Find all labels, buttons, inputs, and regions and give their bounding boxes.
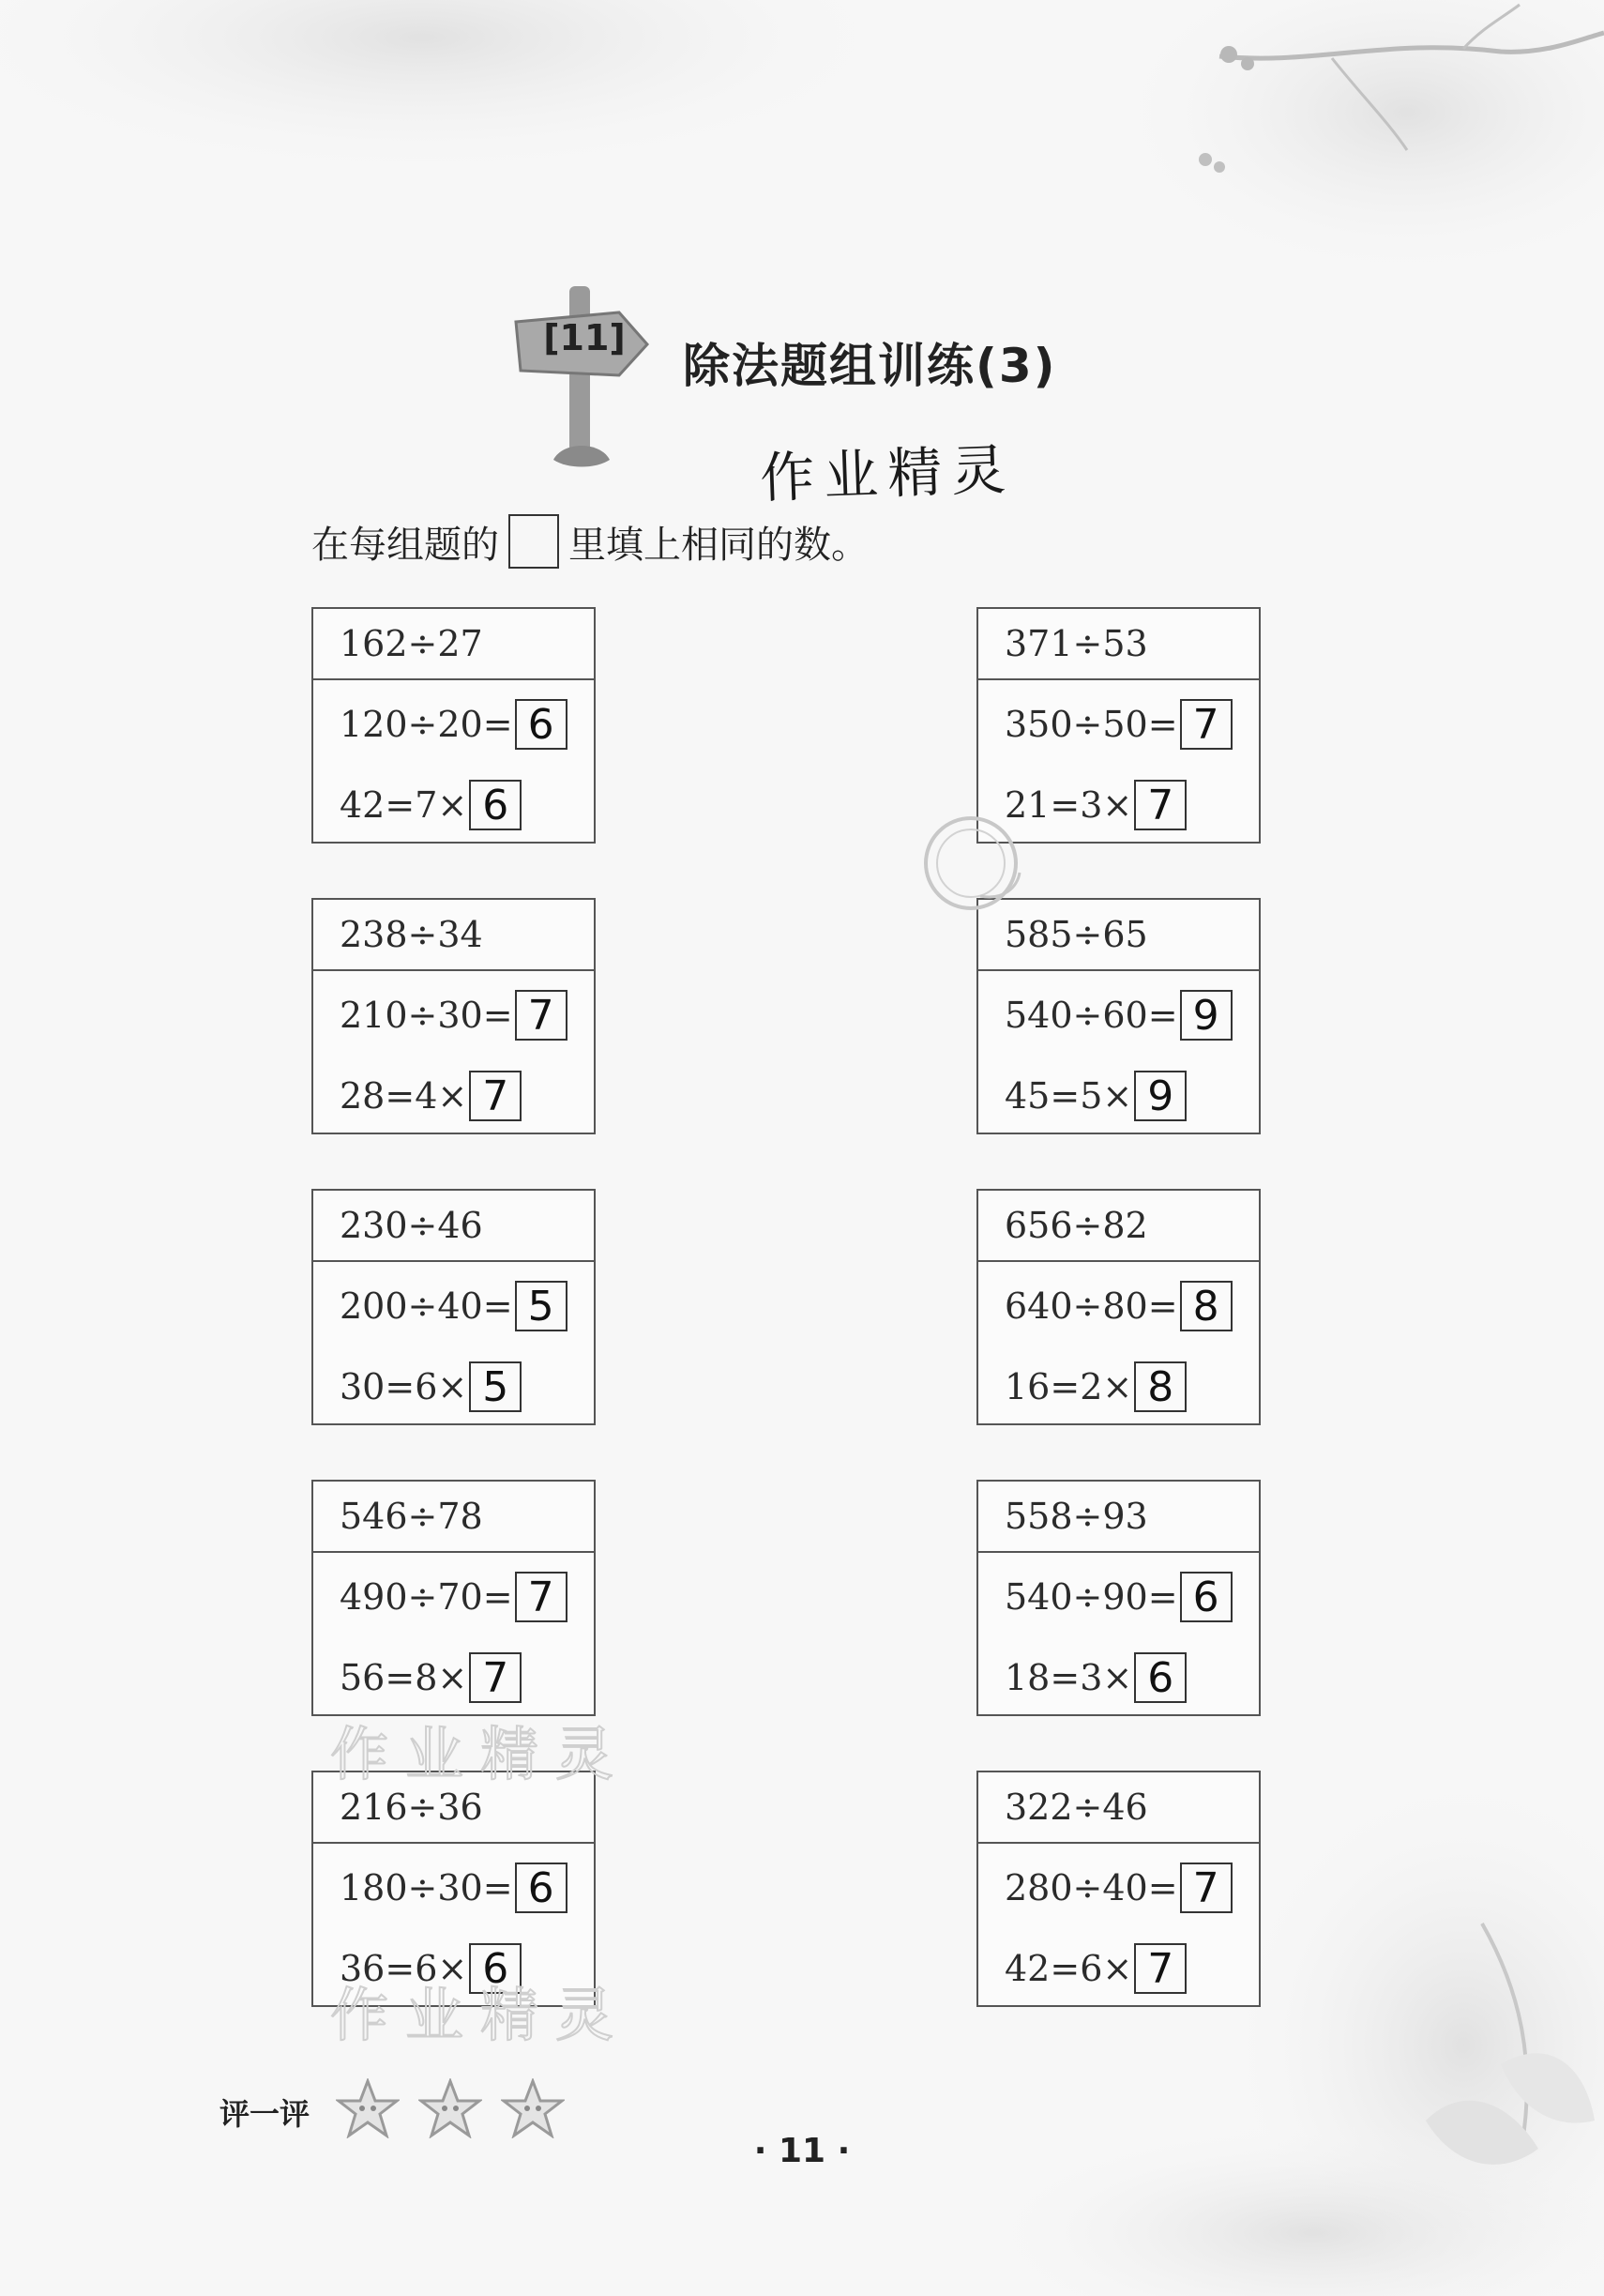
instruction-after: 里填上相同的数。 — [568, 523, 869, 567]
answer-box[interactable]: 8 — [1180, 1281, 1233, 1331]
page-title: 除法题组训练(3) — [683, 339, 1057, 393]
helper-equation: 540÷90= — [1005, 1576, 1178, 1618]
division-problem: 216÷36 — [340, 1787, 483, 1828]
watermark-text: 作业精灵 — [330, 1720, 631, 1788]
helper-equation: 180÷30= — [340, 1867, 513, 1908]
rating-stars — [336, 2078, 565, 2138]
answer-box[interactable]: 7 — [515, 990, 567, 1041]
watermark-text: 作业精灵 — [330, 1981, 631, 2049]
stamp-seal-icon — [915, 807, 1027, 920]
answer-box[interactable]: 9 — [1180, 990, 1233, 1041]
problem-group-8 — [976, 1480, 1261, 1716]
page-number: · 11 · — [753, 2132, 851, 2170]
answer-box[interactable]: 7 — [469, 1652, 522, 1703]
helper-equation: 56=8× — [340, 1657, 468, 1698]
division-problem: 546÷78 — [340, 1496, 483, 1537]
division-problem: 162÷27 — [340, 623, 483, 664]
helper-equation: 540÷60= — [1005, 995, 1178, 1036]
problem-group-4 — [976, 898, 1261, 1134]
answer-box[interactable]: 6 — [469, 780, 522, 830]
answer-box[interactable]: 7 — [1180, 1863, 1233, 1913]
helper-equation: 120÷20= — [340, 704, 513, 745]
problem-group-5 — [311, 1189, 596, 1425]
helper-equation: 210÷30= — [340, 995, 513, 1036]
answer-box[interactable]: 6 — [469, 1943, 522, 1994]
problem-group-1 — [311, 607, 596, 844]
helper-equation: 28=4× — [340, 1075, 468, 1117]
helper-equation: 200÷40= — [340, 1285, 513, 1327]
answer-box[interactable]: 6 — [515, 699, 567, 750]
answer-box[interactable]: 7 — [1134, 1943, 1187, 1994]
helper-equation: 21=3× — [1005, 784, 1133, 826]
signpost-icon — [511, 277, 652, 479]
answer-box[interactable]: 8 — [1134, 1361, 1187, 1412]
helper-equation: 490÷70= — [340, 1576, 513, 1618]
helper-equation: 42=6× — [1005, 1948, 1133, 1989]
answer-box[interactable]: 5 — [515, 1281, 567, 1331]
division-problem: 238÷34 — [340, 914, 483, 955]
answer-box[interactable]: 6 — [1134, 1652, 1187, 1703]
lesson-number: [11] — [543, 317, 626, 358]
answer-box[interactable]: 5 — [469, 1361, 522, 1412]
star-icon[interactable] — [336, 2078, 400, 2138]
answer-box[interactable]: 6 — [1180, 1572, 1233, 1622]
helper-equation: 36=6× — [340, 1948, 468, 1989]
blank-box-icon — [508, 514, 559, 569]
helper-equation: 18=3× — [1005, 1657, 1133, 1698]
division-problem: 322÷46 — [1005, 1787, 1148, 1828]
star-icon[interactable] — [418, 2078, 482, 2138]
answer-box[interactable]: 9 — [1134, 1071, 1187, 1121]
helper-equation: 280÷40= — [1005, 1867, 1178, 1908]
helper-equation: 640÷80= — [1005, 1285, 1178, 1327]
answer-box[interactable]: 7 — [515, 1572, 567, 1622]
answer-box[interactable]: 7 — [1134, 780, 1187, 830]
division-problem: 585÷65 — [1005, 914, 1148, 955]
rating-label: 评一评 — [219, 2096, 310, 2132]
division-problem: 371÷53 — [1005, 623, 1148, 664]
answer-box[interactable]: 7 — [469, 1071, 522, 1121]
helper-equation: 16=2× — [1005, 1366, 1133, 1407]
star-icon[interactable] — [501, 2078, 565, 2138]
division-problem: 558÷93 — [1005, 1496, 1148, 1537]
helper-equation: 30=6× — [340, 1366, 468, 1407]
answer-box[interactable]: 7 — [1180, 699, 1233, 750]
problem-group-7 — [311, 1480, 596, 1716]
handwritten-note: 作业精灵 — [759, 437, 1017, 510]
answer-box[interactable]: 6 — [515, 1863, 567, 1913]
instruction-before: 在每组题的 — [311, 523, 499, 567]
instruction-text — [311, 514, 869, 569]
problem-group-3 — [311, 898, 596, 1134]
helper-equation: 45=5× — [1005, 1075, 1133, 1117]
helper-equation: 350÷50= — [1005, 704, 1178, 745]
division-problem: 656÷82 — [1005, 1205, 1148, 1246]
division-problem: 230÷46 — [340, 1205, 483, 1246]
problem-group-6 — [976, 1189, 1261, 1425]
problem-group-10 — [976, 1771, 1261, 2007]
helper-equation: 42=7× — [340, 784, 468, 826]
